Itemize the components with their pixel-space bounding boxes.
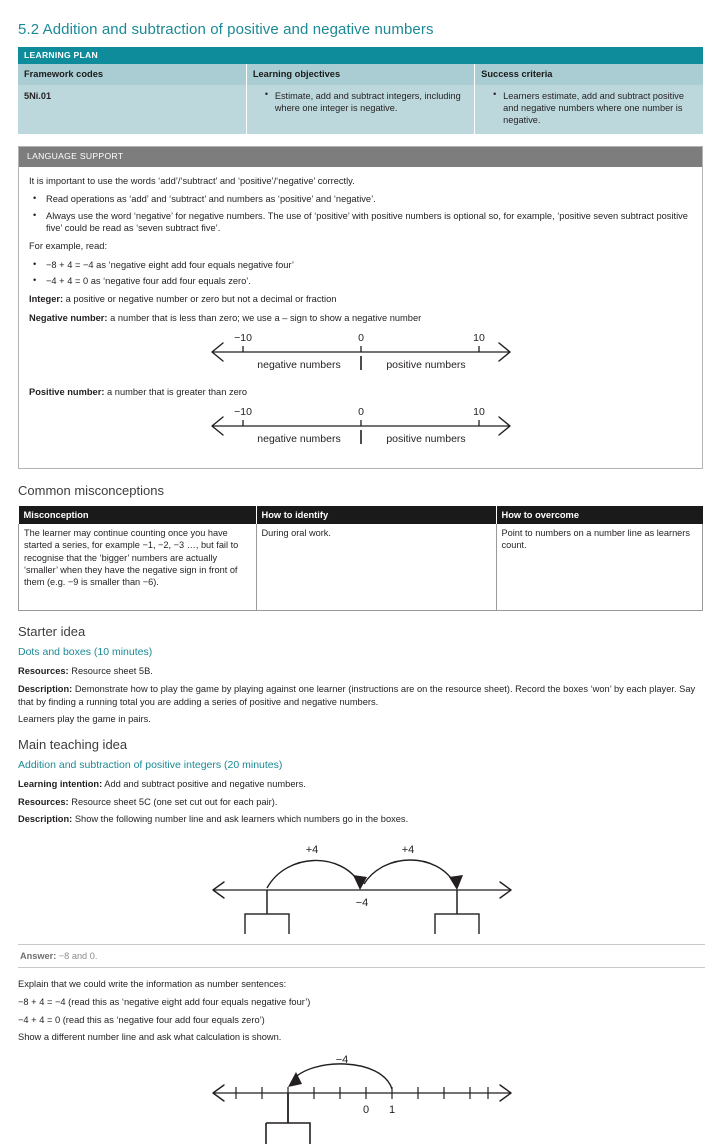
misconception-cell: The learner may continue counting once you have started a series, for example −1, −2, −3 …, but fail to recognise that the ‘bigger’ numbers are actually ‘smaller’ when they have the negative sign in front of them (e.g. −9 is smaller than −6). [19, 524, 257, 611]
positive-number-definition-text: a number that is greater than zero [104, 387, 248, 398]
number-line-svg [191, 330, 531, 378]
main-resources-text: Resource sheet 5C (one set cut out for each pair). [68, 796, 278, 807]
language-support-body [19, 167, 702, 469]
number-line-text-positive: positive numbers [385, 359, 466, 372]
list-item: • Always use the word ‘negative’ for negative numbers. The use of ‘positive’ with positive numbers is optional so, for example, ‘positive seven subtract positive five’ could be read as ‘seven subtract five’. [29, 210, 692, 235]
learning-plan-header-row [18, 64, 703, 84]
section-title-main-teaching-idea: Main teaching idea [18, 736, 128, 752]
misconceptions-table [18, 506, 703, 611]
jump-midpoint-label: −4 [355, 897, 368, 910]
language-support-box [18, 146, 703, 469]
jump-label-2: +4 [401, 844, 414, 857]
learning-plan-table [18, 47, 703, 134]
learning-plan-banner-row [18, 47, 703, 64]
main-resources-label: Resources: [18, 796, 69, 807]
number-sentence-1: −8 + 4 = −4 (read this as ‘negative eight add four equals negative four’) [18, 996, 311, 1007]
success-criteria-list [481, 90, 697, 127]
number-line-label-zero: 0 [357, 406, 364, 419]
learning-objectives-list [253, 90, 468, 114]
main-description-text: Show the following number line and ask learners which numbers go in the boxes. [72, 814, 409, 825]
table-row [18, 85, 703, 135]
explain-text: Explain that we could write the information as number sentences: [18, 979, 287, 990]
language-support-banner: LANGUAGE SUPPORT [19, 147, 702, 166]
number-line-diagram-positive [29, 404, 692, 452]
number-sentence-2: −4 + 4 = 0 (read this as ‘negative four add four equals zero’) [18, 1014, 265, 1025]
column-header-how-to-identify: How to identify [256, 506, 496, 524]
number-line-label-zero: 0 [357, 332, 364, 345]
column-header-success-criteria: Success criteria [475, 64, 703, 84]
main-description-label: Description: [18, 814, 73, 825]
answer-strip [18, 944, 705, 968]
list-item: • −8 + 4 = −4 as ‘negative eight add four equals negative four’ [29, 259, 692, 271]
list-item: • −4 + 4 = 0 as ‘negative four add four equals zero’. [29, 275, 692, 287]
list-item: • Learners estimate, add and subtract positive and negative numbers where one number is negative. [493, 90, 697, 127]
show-different-number-line-text: Show a different number line and ask what calculation is shown. [18, 1032, 282, 1043]
negative-number-definition [29, 312, 692, 324]
answer-box-left [245, 914, 289, 934]
answer-box-right [435, 914, 479, 934]
section-title-starter-idea: Starter idea [18, 624, 86, 640]
framework-code-value: 5Ni.01 [18, 85, 246, 135]
starter-resources-label: Resources: [18, 666, 69, 677]
number-line-diagram-negative [29, 330, 692, 378]
main-resources [18, 796, 705, 809]
number-line-label-right: 10 [472, 406, 485, 419]
integer-term: Integer: [29, 294, 64, 305]
starter-resources-text: Resource sheet 5B. [68, 666, 153, 677]
column-header-framework-codes: Framework codes [18, 64, 246, 84]
jump-diagram-svg [192, 834, 532, 934]
starter-description-label: Description: [18, 683, 73, 694]
starter-activity-title: Dots and boxes (10 minutes) [18, 646, 153, 659]
starter-closing-text: Learners play the game in pairs. [18, 714, 151, 725]
language-support-bullets-primary [29, 193, 692, 234]
misconceptions-header-row [19, 506, 703, 524]
starter-description [18, 683, 705, 708]
ticked-number-line-svg [192, 1049, 532, 1144]
list-item: • Estimate, add and subtract integers, including where one integer is negative. [265, 90, 468, 114]
negative-number-definition-text: a number that is less than zero; we use a – sign to show a negative number [107, 312, 422, 323]
table-row [19, 524, 703, 611]
success-criteria-cell [475, 85, 703, 135]
number-line-svg [191, 404, 531, 452]
language-support-intro: It is important to use the words ‘add’/‘subtract’ and ‘positive’/‘negative’ correctly. [29, 175, 355, 186]
answer-text: −8 and 0. [56, 951, 98, 962]
integer-definition-text: a positive or negative number or zero but not a decimal or fraction [63, 294, 337, 305]
column-header-misconception: Misconception [19, 506, 257, 524]
jump-label-1: +4 [305, 844, 318, 857]
learning-objectives-cell [246, 85, 474, 135]
integer-definition [29, 293, 692, 305]
main-learning-intention [18, 778, 705, 791]
jump-number-line-diagram [18, 834, 705, 934]
tick-label-one: 1 [388, 1103, 395, 1116]
how-to-identify-cell: During oral work. [256, 524, 496, 611]
main-activity-title: Addition and subtraction of positive integers (20 minutes) [18, 759, 283, 772]
number-line-text-negative: negative numbers [256, 359, 341, 372]
list-item: • Read operations as ‘add’ and ‘subtract’ and numbers as ‘positive’ and ‘negative’. [29, 193, 692, 205]
number-line-label-left: −10 [233, 406, 252, 419]
number-line-label-right: 10 [472, 332, 485, 345]
number-line-label-left: −10 [233, 332, 252, 345]
positive-number-term: Positive number: [29, 387, 105, 398]
learning-plan-banner: LEARNING PLAN [18, 47, 703, 64]
language-support-bullets-examples [29, 259, 692, 288]
number-line-text-positive: positive numbers [385, 433, 466, 446]
positive-number-definition [29, 386, 692, 398]
answer-label: Answer: [20, 951, 57, 962]
number-line-text-negative: negative numbers [256, 433, 341, 446]
negative-number-term: Negative number: [29, 312, 108, 323]
ticked-number-line-diagram [18, 1049, 705, 1144]
how-to-overcome-cell: Point to numbers on a number line as learners count. [496, 524, 703, 611]
main-description [18, 813, 705, 826]
for-example-label: For example, read: [29, 241, 108, 252]
main-learning-intention-text: Add and subtract positive and negative numbers. [102, 779, 306, 790]
starter-resources [18, 665, 705, 678]
column-header-how-to-overcome: How to overcome [496, 506, 703, 524]
starter-description-text: Demonstrate how to play the game by playing against one learner (instructions are on the resource sheet). Record the boxes ‘won’ by each player. Say that by finding a running total you are adding a series of positive and negative numbers. [18, 683, 696, 707]
page-title: 5.2 Addition and subtraction of positive and negative numbers [18, 21, 434, 38]
answer-box-bottom [266, 1123, 310, 1144]
tick-label-zero: 0 [362, 1103, 369, 1116]
section-title-misconceptions: Common misconceptions [18, 483, 164, 499]
main-learning-intention-label: Learning intention: [18, 779, 103, 790]
column-header-learning-objectives: Learning objectives [246, 64, 474, 84]
arc-label-bottom: −4 [335, 1053, 348, 1066]
